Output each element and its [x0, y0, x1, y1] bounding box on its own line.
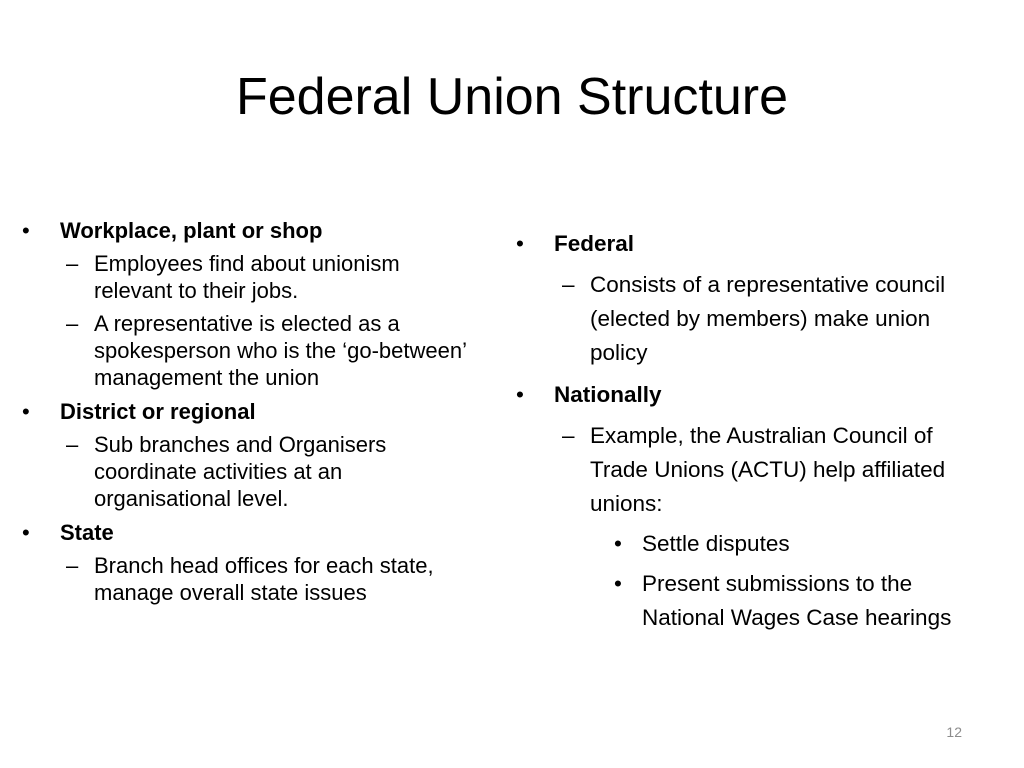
sub-bullet-text: A representative is elected as a spokesperson who is the ‘go-between’ management the union — [94, 311, 467, 390]
sub-sub-bullet — [516, 527, 986, 561]
sub-sub-bullet-text: Present submissions to the National Wages Case hearings — [642, 571, 952, 630]
bullet-label: District or regional — [60, 399, 256, 424]
left-column — [22, 217, 482, 606]
bullet-marker: • — [22, 218, 30, 243]
bullet-marker: • — [614, 571, 622, 596]
right-column — [516, 227, 986, 635]
bullet-marker: • — [614, 531, 622, 556]
sub-bullet — [516, 419, 986, 521]
bullet-marker: • — [22, 520, 30, 545]
dash-marker: – — [562, 272, 575, 297]
dash-marker: – — [66, 311, 79, 336]
sub-bullet-text: Sub branches and Organisers coordinate activities at an organisational level. — [94, 432, 387, 511]
sub-bullet — [516, 268, 986, 370]
bullet-state — [22, 519, 482, 546]
bullet-label: State — [60, 520, 114, 545]
sub-bullet-text: Branch head offices for each state, manage overall state issues — [94, 553, 434, 605]
bullet-workplace — [22, 217, 482, 244]
sub-bullet — [22, 552, 482, 606]
sub-bullet — [22, 431, 482, 512]
dash-marker: – — [562, 423, 575, 448]
sub-bullet — [22, 310, 482, 391]
bullet-label: Workplace, plant or shop — [60, 218, 323, 243]
bullet-marker: • — [516, 231, 524, 256]
sub-bullet — [22, 250, 482, 304]
bullet-marker: • — [22, 399, 30, 424]
dash-marker: – — [66, 553, 79, 578]
dash-marker: – — [66, 251, 79, 276]
sub-bullet-text: Employees find about unionism relevant to their jobs. — [94, 251, 400, 303]
sub-sub-bullet — [516, 567, 986, 635]
bullet-district — [22, 398, 482, 425]
bullet-nationally — [516, 378, 986, 412]
slide-title: Federal Union Structure — [235, 68, 789, 126]
dash-marker: – — [66, 432, 79, 457]
bullet-label: Federal — [554, 231, 635, 256]
sub-bullet-text: Example, the Australian Council of Trade Unions (ACTU) help affiliated unions: — [590, 423, 946, 516]
bullet-label: Nationally — [554, 382, 662, 407]
sub-bullet-text: Consists of a representative council (elected by members) make union policy — [590, 272, 946, 365]
page-number: 12 — [946, 724, 962, 740]
bullet-federal — [516, 227, 986, 261]
bullet-marker: • — [516, 382, 524, 407]
sub-sub-bullet-text: Settle disputes — [642, 531, 790, 556]
